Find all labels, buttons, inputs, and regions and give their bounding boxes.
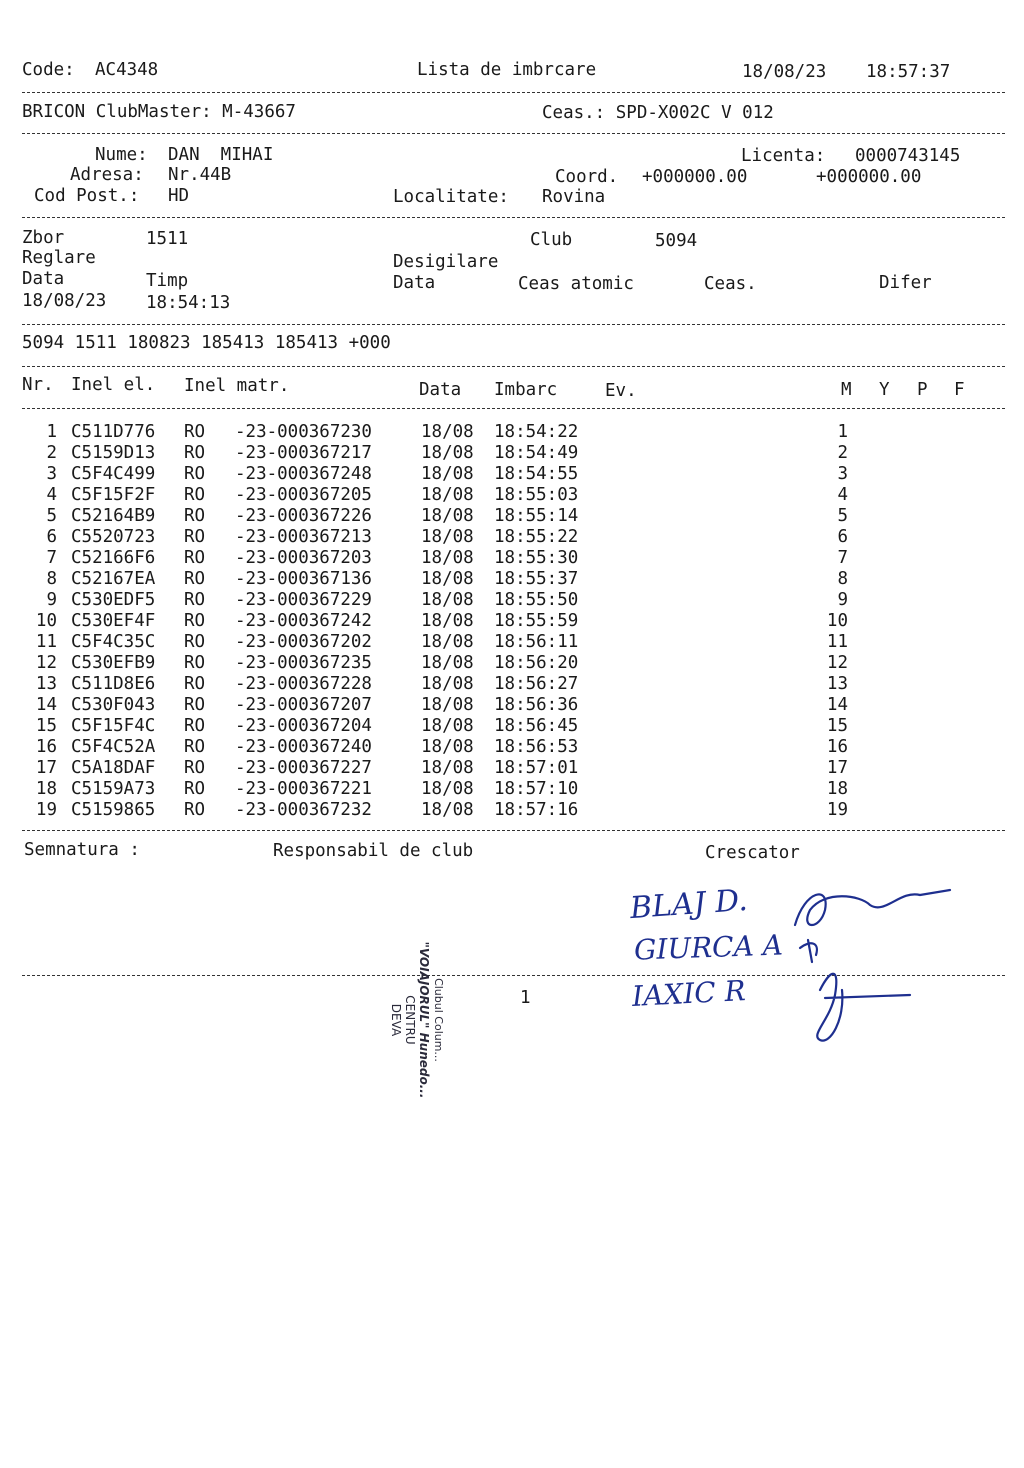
table-row (0, 422, 1024, 443)
position-m: 16 (826, 737, 848, 757)
electronic-ring: C52167EA (71, 569, 156, 589)
divider (22, 366, 1005, 367)
position-m: 19 (826, 800, 848, 820)
table-row (0, 548, 1024, 569)
handwritten-name-2: GIURCA A (633, 928, 784, 967)
position-m: 18 (826, 779, 848, 799)
reglare-date: 18/08/23 (22, 291, 107, 311)
table-row (0, 695, 1024, 716)
country-code: RO (184, 422, 206, 442)
boarding-time: 18:55:03 (494, 485, 579, 505)
boarding-time: 18:56:45 (494, 716, 579, 736)
boarding-date: 18/08 (421, 464, 474, 484)
position-m: 3 (837, 464, 848, 484)
table-row (0, 506, 1024, 527)
ring-number: -23-000367229 (235, 590, 372, 610)
boarding-date: 18/08 (421, 800, 474, 820)
country-code: RO (184, 527, 206, 547)
divider (22, 830, 1005, 831)
stamp-line-1: Clubul Colum... (432, 978, 445, 1062)
electronic-ring: C5F15F4C (71, 716, 156, 736)
position-m: 11 (826, 632, 848, 652)
boarding-time: 18:54:22 (494, 422, 579, 442)
ring-number: -23-000367136 (235, 569, 372, 589)
summary-line: 5094 1511 180823 185413 185413 +000 (22, 333, 391, 353)
boarding-date: 18/08 (421, 674, 474, 694)
row-number: 7 (46, 548, 57, 568)
postcode-label: Cod Post.: (34, 186, 140, 206)
col-inel-el: Inel el. (71, 375, 156, 395)
name-value: DAN MIHAI (168, 145, 274, 165)
boarding-time: 18:54:55 (494, 464, 579, 484)
code-label: Code: (22, 60, 75, 80)
divider (22, 324, 1005, 325)
difference-label: Difer (879, 273, 932, 293)
boarding-date: 18/08 (421, 506, 474, 526)
electronic-ring: C5F4C499 (71, 464, 156, 484)
table-row (0, 590, 1024, 611)
row-number: 18 (35, 779, 57, 799)
clock-label: Ceas. (704, 274, 757, 294)
position-m: 6 (837, 527, 848, 547)
electronic-ring: C530EDF5 (71, 590, 156, 610)
country-code: RO (184, 737, 206, 757)
page-number: 1 (520, 988, 531, 1008)
table-row (0, 485, 1024, 506)
electronic-ring: C530F043 (71, 695, 156, 715)
club-label: Club (530, 230, 573, 250)
electronic-ring: C511D776 (71, 422, 156, 442)
row-number: 11 (35, 632, 57, 652)
country-code: RO (184, 758, 206, 778)
boarding-time: 18:55:22 (494, 527, 579, 547)
boarding-time: 18:56:11 (494, 632, 579, 652)
electronic-ring: C511D8E6 (71, 674, 156, 694)
row-number: 12 (35, 653, 57, 673)
ring-number: -23-000367240 (235, 737, 372, 757)
reglare-time: 18:54:13 (146, 293, 231, 313)
desigilare-label: Desigilare (393, 252, 499, 272)
position-m: 1 (837, 422, 848, 442)
country-code: RO (184, 485, 206, 505)
country-code: RO (184, 464, 206, 484)
clubmaster-id: BRICON ClubMaster: M-43667 (22, 102, 296, 122)
license-value: 0000743145 (855, 146, 961, 166)
boarding-time: 18:55:30 (494, 548, 579, 568)
boarding-time: 18:55:59 (494, 611, 579, 631)
address-value: Nr.44B (168, 165, 232, 185)
signature-label: Semnatura : (24, 840, 140, 860)
boarding-time: 18:56:20 (494, 653, 579, 673)
position-m: 4 (837, 485, 848, 505)
boarding-date: 18/08 (421, 779, 474, 799)
electronic-ring: C530EF4F (71, 611, 156, 631)
boarding-time: 18:55:50 (494, 590, 579, 610)
table-row (0, 443, 1024, 464)
coord-y: +000000.00 (816, 167, 922, 187)
table-row (0, 737, 1024, 758)
code-value: AC4348 (95, 60, 159, 80)
electronic-ring: C5520723 (71, 527, 156, 547)
table-row (0, 653, 1024, 674)
handwritten-name-3: IAXIC R (631, 974, 747, 1013)
boarding-time: 18:57:10 (494, 779, 579, 799)
position-m: 14 (826, 695, 848, 715)
boarding-date: 18/08 (421, 422, 474, 442)
handwritten-name-1: BLAJ D. (628, 882, 749, 927)
boarding-date: 18/08 (421, 695, 474, 715)
electronic-ring: C530EFB9 (71, 653, 156, 673)
table-row (0, 800, 1024, 821)
header-date: 18/08/23 (742, 62, 827, 82)
row-number: 16 (35, 737, 57, 757)
table-row (0, 611, 1024, 632)
boarding-time: 18:57:16 (494, 800, 579, 820)
table-row (0, 716, 1024, 737)
electronic-ring: C5159865 (71, 800, 156, 820)
divider (22, 133, 1005, 134)
row-number: 8 (46, 569, 57, 589)
position-m: 10 (826, 611, 848, 631)
boarding-date: 18/08 (421, 758, 474, 778)
row-number: 19 (35, 800, 57, 820)
electronic-ring: C5F15F2F (71, 485, 156, 505)
row-number: 13 (35, 674, 57, 694)
table-row (0, 569, 1024, 590)
col-y: Y (879, 380, 890, 400)
row-number: 17 (35, 758, 57, 778)
position-m: 2 (837, 443, 848, 463)
locality-label: Localitate: (393, 187, 509, 207)
ring-number: -23-000367226 (235, 506, 372, 526)
ring-number: -23-000367235 (235, 653, 372, 673)
boarding-date: 18/08 (421, 653, 474, 673)
position-m: 12 (826, 653, 848, 673)
signature-strokes (620, 870, 980, 1060)
row-number: 9 (46, 590, 57, 610)
col-nr: Nr. (22, 375, 54, 395)
country-code: RO (184, 779, 206, 799)
clock-model: Ceas.: SPD-X002C V 012 (542, 103, 774, 123)
country-code: RO (184, 569, 206, 589)
boarding-time: 18:57:01 (494, 758, 579, 778)
position-m: 8 (837, 569, 848, 589)
country-code: RO (184, 590, 206, 610)
boarding-date: 18/08 (421, 590, 474, 610)
electronic-ring: C5159A73 (71, 779, 156, 799)
electronic-ring: C52164B9 (71, 506, 156, 526)
handwritten-signatures (620, 870, 980, 1060)
row-number: 1 (46, 422, 57, 442)
flight-label: Zbor (22, 228, 65, 248)
divider (22, 217, 1005, 218)
ring-number: -23-000367228 (235, 674, 372, 694)
data-label: Data (22, 269, 65, 289)
coord-label: Coord. (555, 167, 619, 187)
ring-number: -23-000367207 (235, 695, 372, 715)
col-p: P (917, 380, 928, 400)
electronic-ring: C52166F6 (71, 548, 156, 568)
col-inel-matr: Inel matr. (184, 376, 290, 396)
boarding-date: 18/08 (421, 485, 474, 505)
electronic-ring: C5A18DAF (71, 758, 156, 778)
position-m: 9 (837, 590, 848, 610)
boarding-date: 18/08 (421, 548, 474, 568)
row-number: 5 (46, 506, 57, 526)
boarding-time: 18:56:27 (494, 674, 579, 694)
boarding-time: 18:54:49 (494, 443, 579, 463)
stamp-line-2: "VOIAJORUL" Hunedo... (417, 941, 431, 1099)
boarding-date: 18/08 (421, 632, 474, 652)
position-m: 17 (826, 758, 848, 778)
col-data: Data (419, 380, 462, 400)
club-stamp (372, 912, 462, 1112)
stamp-line-4: DEVA (389, 1003, 403, 1037)
boarding-date: 18/08 (421, 716, 474, 736)
boarding-date: 18/08 (421, 527, 474, 547)
breeder-label: Crescator (705, 843, 800, 863)
ring-number: -23-000367203 (235, 548, 372, 568)
country-code: RO (184, 800, 206, 820)
row-number: 10 (35, 611, 57, 631)
ring-number: -23-000367205 (235, 485, 372, 505)
postcode-value: HD (168, 186, 190, 206)
boarding-time: 18:56:36 (494, 695, 579, 715)
table-row (0, 758, 1024, 779)
ring-number: -23-000367227 (235, 758, 372, 778)
ring-number: -23-000367242 (235, 611, 372, 631)
row-number: 2 (46, 443, 57, 463)
timp-label: Timp (146, 271, 189, 291)
country-code: RO (184, 674, 206, 694)
boarding-time: 18:56:53 (494, 737, 579, 757)
electronic-ring: C5F4C52A (71, 737, 156, 757)
boarding-date: 18/08 (421, 569, 474, 589)
boarding-date: 18/08 (421, 737, 474, 757)
row-number: 6 (46, 527, 57, 547)
electronic-ring: C5F4C35C (71, 632, 156, 652)
reglare-label: Reglare (22, 248, 96, 268)
row-number: 15 (35, 716, 57, 736)
desig-data-label: Data (393, 273, 436, 293)
country-code: RO (184, 716, 206, 736)
ring-number: -23-000367213 (235, 527, 372, 547)
ring-number: -23-000367204 (235, 716, 372, 736)
boarding-time: 18:55:14 (494, 506, 579, 526)
position-m: 15 (826, 716, 848, 736)
boarding-date: 18/08 (421, 611, 474, 631)
header-time: 18:57:37 (866, 62, 951, 82)
name-label: Nume: (95, 145, 148, 165)
col-f: F (954, 380, 965, 400)
electronic-ring: C5159D13 (71, 443, 156, 463)
divider (22, 92, 1005, 93)
club-responsible-label: Responsabil de club (273, 841, 474, 861)
coord-x: +000000.00 (642, 167, 748, 187)
flight-value: 1511 (146, 229, 189, 249)
license-label: Licenta: (741, 146, 826, 166)
row-number: 3 (46, 464, 57, 484)
ring-number: -23-000367217 (235, 443, 372, 463)
divider (22, 408, 1005, 409)
address-label: Adresa: (70, 165, 144, 185)
atomic-clock-label: Ceas atomic (518, 274, 634, 294)
row-number: 14 (35, 695, 57, 715)
locality-value: Rovina (542, 187, 606, 207)
ring-number: -23-000367221 (235, 779, 372, 799)
table-row (0, 527, 1024, 548)
table-row (0, 632, 1024, 653)
country-code: RO (184, 695, 206, 715)
country-code: RO (184, 632, 206, 652)
table-row (0, 779, 1024, 800)
country-code: RO (184, 611, 206, 631)
document-title: Lista de imbrcare (417, 60, 597, 80)
ring-number: -23-000367202 (235, 632, 372, 652)
row-number: 4 (46, 485, 57, 505)
position-m: 7 (837, 548, 848, 568)
stamp-line-3: CENTRU (403, 995, 417, 1045)
position-m: 5 (837, 506, 848, 526)
ring-number: -23-000367230 (235, 422, 372, 442)
table-row (0, 464, 1024, 485)
ring-number: -23-000367248 (235, 464, 372, 484)
boarding-date: 18/08 (421, 443, 474, 463)
country-code: RO (184, 653, 206, 673)
position-m: 13 (826, 674, 848, 694)
country-code: RO (184, 548, 206, 568)
col-ev: Ev. (605, 381, 637, 401)
col-imbarc: Imbarc (494, 380, 558, 400)
country-code: RO (184, 443, 206, 463)
col-m: M (841, 380, 852, 400)
boarding-time: 18:55:37 (494, 569, 579, 589)
ring-number: -23-000367232 (235, 800, 372, 820)
country-code: RO (184, 506, 206, 526)
club-value: 5094 (655, 231, 698, 251)
table-row (0, 674, 1024, 695)
